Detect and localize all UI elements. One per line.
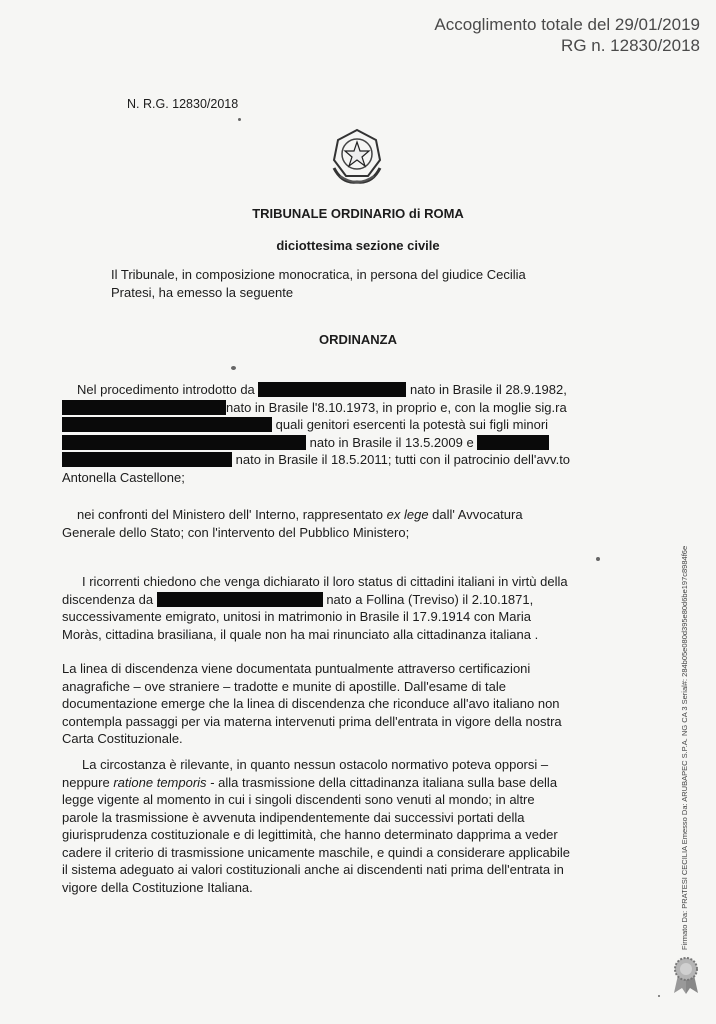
digital-signature-sidebar: Firmato Da: PRATESI CECILIA Emesso Da: ARUBAPEC S.P.A. NG CA 3 Serial#: 284b05e080d395e80d6be197c8984f6e (680, 545, 689, 950)
redaction-bar (258, 382, 406, 397)
nrg-number: N. R.G. 12830/2018 (127, 97, 239, 111)
redaction-bar (62, 417, 272, 432)
circumstance-paragraph: La circostanza è rilevante, in quanto nessun ostacolo normativo poteva opporsi – neppure ratione temporis - alla trasmissione della cittadinanza italiana sulla base della legge vigente al momento in cui i singoli discendenti sono venuti al mondo; in altre parole la trasmissione è avvenuta indipendentemente dai successivi portati della giurisprudenza costituzionale e di legittimità, che hanno determinato dapprima a veder cadere il criterio di trasmissione unicamente maschile, e quindi a considerare applicabile il sistema adeguato ai valori costituzionali anche ai discendenti nati prima dell'entrata in vigore della Costituzione Italiana. (62, 757, 570, 895)
redaction-bar (477, 435, 549, 450)
scan-speck (238, 118, 241, 121)
redaction-bar (62, 452, 232, 467)
signature-seal-icon (670, 955, 702, 995)
request-paragraph: I ricorrenti chiedono che venga dichiarato il loro status di cittadini italiani in virtù della discendenza da nato a Follina (Treviso) il 2.10.1871, successivamente emigrato, unitosi in matrimonio in Brasile il 17.9.1914 con Maria Moràs, cittadina brasiliana, il quale non ha mai rinunciato alla cittadinanza italiana . (62, 574, 568, 642)
scan-speck (231, 366, 236, 370)
document-title: ORDINANZA (319, 332, 397, 347)
acceptance-date: Accoglimento totale del 29/01/2019 (434, 15, 700, 34)
court-name: TRIBUNALE ORDINARIO di ROMA (252, 206, 464, 221)
registry-number: RG n. 12830/2018 (561, 36, 700, 55)
redaction-bar (62, 435, 306, 450)
parties-paragraph: Nel procedimento introdotto da nato in Brasile il 28.9.1982, nato in Brasile l'8.10.1973, in proprio e, con la moglie sig.ra quali genitori esercenti la potestà sui figli minori nato in Brasile il 13.5.2009 e nato in Brasile il 18.5.2011; tutti con il patrocinio dell'avv.to Antonella Castellone; (62, 382, 571, 485)
header-stamp (434, 14, 700, 56)
redaction-bar (62, 400, 226, 415)
scan-speck (596, 557, 600, 561)
intro-paragraph: Il Tribunale, in composizione monocratica, in persona del giudice Cecilia Pratesi, ha emesso la seguente (111, 267, 526, 300)
scan-speck (658, 995, 660, 997)
republic-emblem-icon (328, 126, 386, 190)
redaction-bar (157, 592, 323, 607)
court-section: diciottesima sezione civile (276, 238, 440, 253)
lineage-paragraph: La linea di discendenza viene documentata puntualmente attraverso certificazioni anagrafiche – ove straniere – tradotte e munite di apostille. Dall'esame di tale documentazione emerge che la linea di discendenza che riconduce all'avo italiano non contempla passaggi per via materna intervenuti prima dell'entrata in vigore della nostra Carta Costituzionale. (62, 661, 562, 746)
respondent-paragraph: nei confronti del Ministero dell' Interno, rappresentato ex lege dall' Avvocatura Generale dello Stato; con l'intervento del Pubblico Ministero; (62, 507, 523, 540)
